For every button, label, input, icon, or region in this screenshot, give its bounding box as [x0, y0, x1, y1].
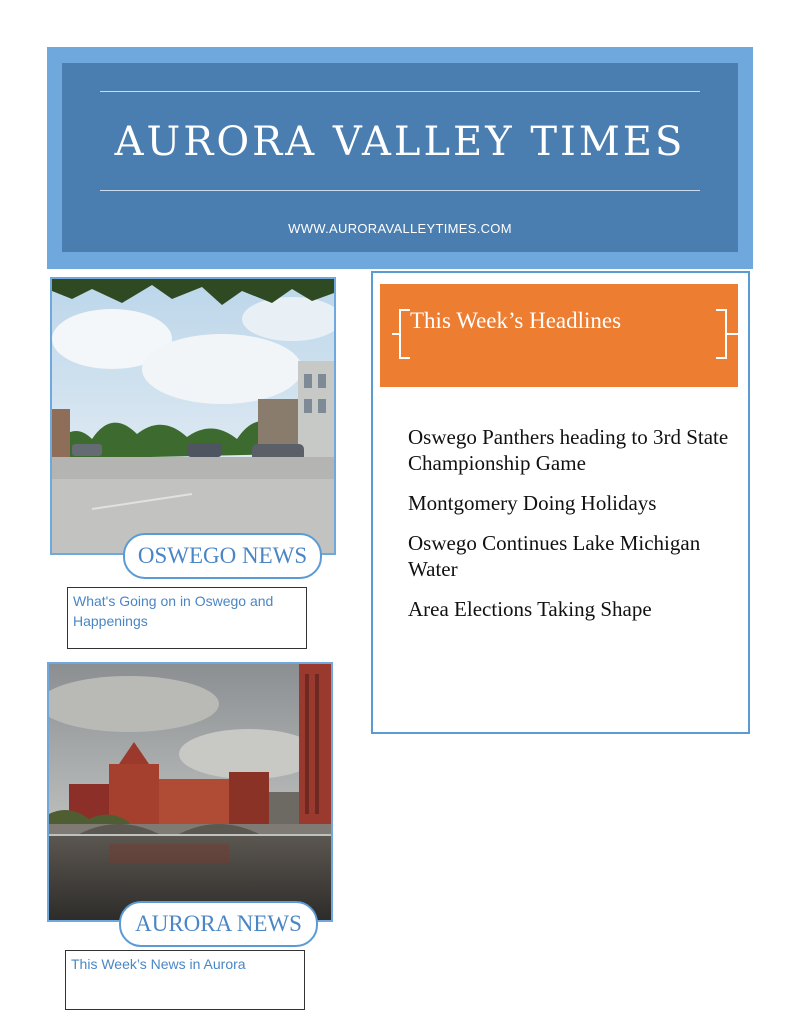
headline-item[interactable]: Oswego Continues Lake Michigan Water	[408, 531, 701, 581]
masthead	[62, 63, 738, 252]
headline-item[interactable]: Oswego Panthers heading to 3rd State Championship Game	[408, 425, 729, 475]
aurora-news-caption: This Week’s News in Aurora	[65, 950, 305, 1010]
oswego-news-caption: What's Going on in Oswego and Happenings	[67, 587, 307, 649]
masthead-top-rule	[100, 91, 700, 92]
headlines-title: This Week’s Headlines	[410, 308, 622, 333]
headline-item[interactable]: Area Elections Taking Shape	[408, 597, 652, 621]
headline-list	[408, 424, 738, 636]
headlines-banner	[380, 284, 738, 387]
oswego-news-label[interactable]: OSWEGO NEWS	[123, 533, 322, 579]
left-bracket-icon	[392, 308, 412, 360]
aurora-news-label[interactable]: AURORA NEWS	[119, 901, 318, 947]
headline-item[interactable]: Montgomery Doing Holidays	[408, 491, 657, 515]
masthead-url[interactable]: WWW.AURORAVALLEYTIMES.COM	[288, 221, 512, 236]
masthead-bottom-rule	[100, 190, 700, 191]
aurora-river-photo	[47, 662, 333, 922]
masthead-title: AURORA VALLEY TIMES	[114, 119, 686, 165]
right-bracket-icon	[714, 308, 738, 360]
oswego-street-photo	[50, 277, 336, 555]
